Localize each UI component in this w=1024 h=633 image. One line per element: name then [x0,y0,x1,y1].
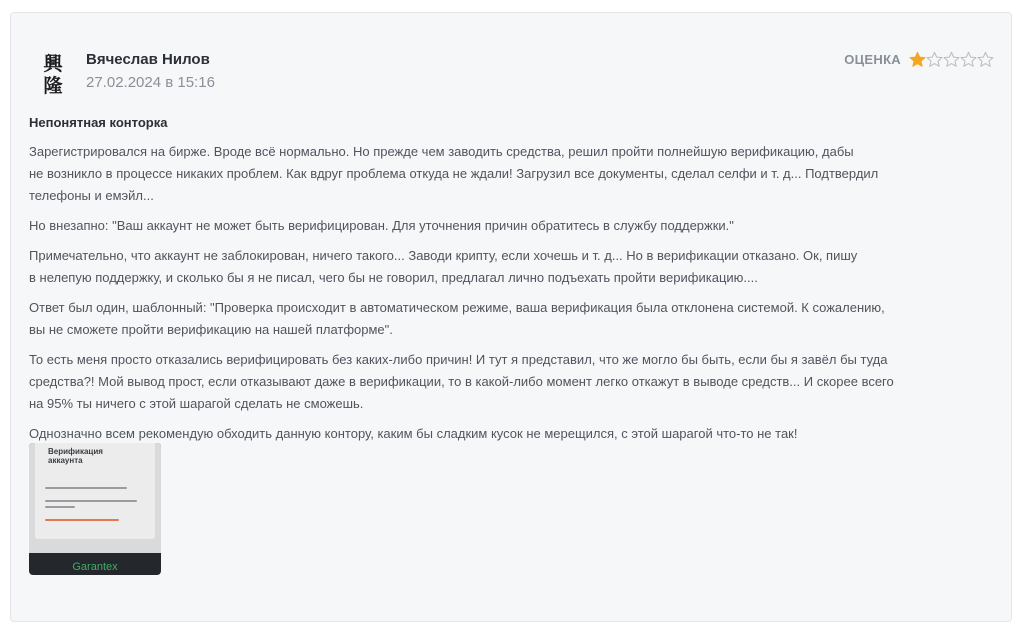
svg-text:興: 興 [43,53,63,75]
review-paragraph: Примечательно, что аккаунт не заблокирован, ничего такого... Заводи крипту, если хочешь и т. д... Но в верификации отказано. Ок, пишу в нелепую поддержку, и сколько бы я не писал, чего бы не говорил, предлагал лично подъехать пройти верификацию.... [29,248,858,285]
review-paragraph: Зарегистрировался на бирже. Вроде всё нормально. Но прежде чем заводить средства, решил пройти полнейшую верификацию, дабы не возникло в процессе никаких проблем. Как вдруг проблема откуда не ждали! Загрузил все документы, сделал селфи и т. д... Подтвердил телефоны и емэйл... [29,144,879,203]
rating-stars [909,51,994,68]
review-paragraph: То есть меня просто отказались верифицировать без каких-либо причин! И тут я представил, что же могло бы быть, если бы я завёл бы туда средства?! Мой вывод прост, если отказывают даже в верификации, то в какой-либо момент легко откажут в выводе средств... И скорее всего на 95% ты ничего с этой шарагой сделать не сможешь. [29,352,894,411]
star-empty-icon [943,51,960,68]
star-empty-icon [977,51,994,68]
review-date: 27.02.2024 в 15:16 [86,74,215,91]
attachment-warning-line [45,519,119,521]
review-paragraph: Ответ был один, шаблонный: "Проверка происходит в автоматическом режиме, ваша верификация была отклонена системой. К сожалению, вы не сможете пройти верификацию на нашей платформе". [29,300,885,337]
star-empty-icon [926,51,943,68]
star-filled-icon [909,51,926,68]
attachment-brand: Garantex [72,561,118,573]
attachment-text-line [45,500,137,502]
attachment-thumbnail[interactable] [29,443,161,575]
author-name[interactable]: Вячеслав Нилов [86,51,210,68]
calligraphy-avatar-icon[interactable] [35,49,71,95]
review-body [29,141,989,453]
review-paragraph: Однозначно всем рекомендую обходить данную контору, каким бы сладким кусок не мерещился, с этой шарагой что-то не так! [29,426,798,441]
review-paragraph: Но внезапно: "Ваш аккаунт не может быть верифицирован. Для уточнения причин обратитесь в службу поддержки." [29,218,734,233]
rating-label: ОЦЕНКА [844,51,901,67]
review-card [10,12,1012,622]
attachment-heading: Верификация аккаунта [48,447,103,465]
attachment-text-line [45,487,127,489]
attachment-panel [35,443,155,539]
attachment-text-line [45,506,75,508]
star-empty-icon [960,51,977,68]
rating [844,49,994,69]
svg-text:隆: 隆 [43,75,63,95]
attachment-screen [29,443,161,553]
review-title: Непонятная конторка [29,115,168,130]
